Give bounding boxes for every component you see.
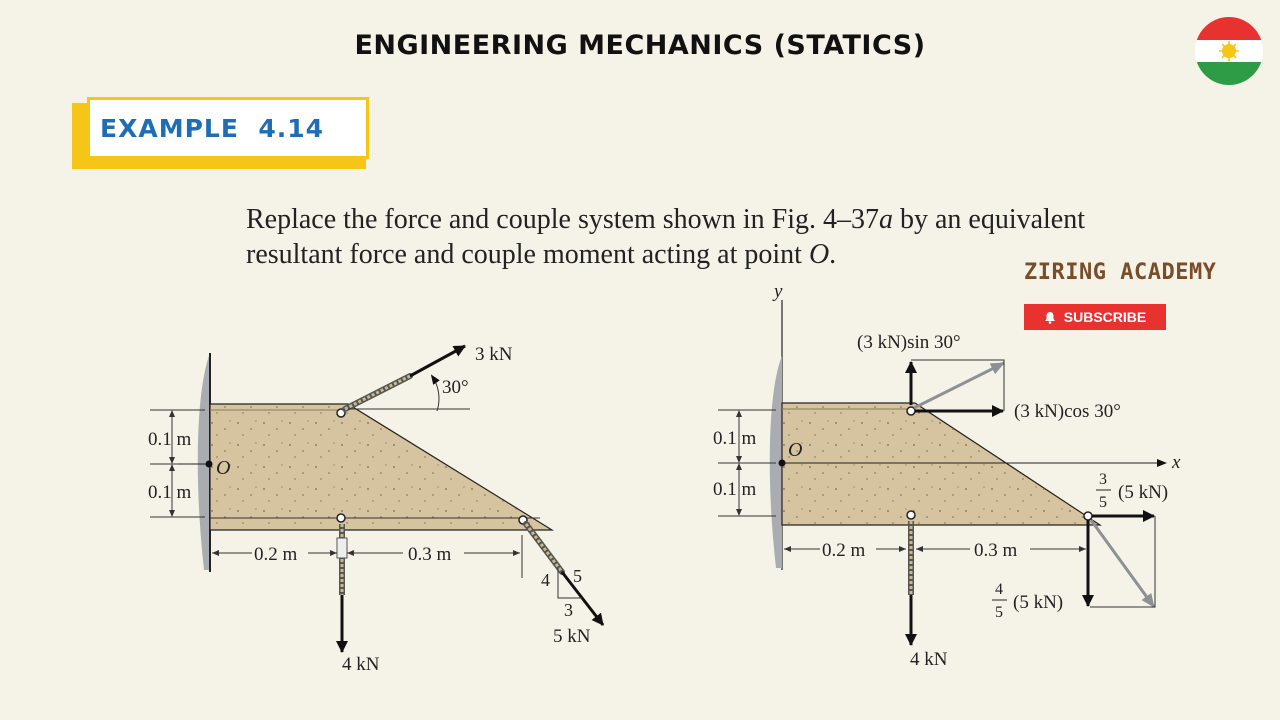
dim-x2-label-right: 0.3 m (974, 540, 1018, 561)
force-5kN-label: 5 kN (553, 626, 591, 647)
force-3kN-label: 3 kN (475, 344, 513, 365)
academy-name: ZIRING ACADEMY (1024, 260, 1217, 285)
dim-x1-label-right: 0.2 m (822, 540, 866, 561)
figure-right (713, 281, 1181, 670)
page-title: ENGINEERING MECHANICS (STATICS) (354, 30, 926, 61)
dim-upper-label-right: 0.1 m (713, 428, 757, 449)
dim-upper-label: 0.1 m (148, 429, 192, 450)
origin-label: O (216, 457, 231, 479)
frac-4-label: 4 (995, 581, 1003, 598)
problem-statement: Replace the force and couple system shown in Fig. 4–37a by an equivalent resultant force and couple moment acting at point O. (246, 204, 1086, 270)
angle-label: 30° (442, 377, 469, 398)
origin-label-right: O (788, 439, 803, 461)
comp-vertical-label: (3 kN)sin 30° (857, 332, 961, 353)
x-axis-label: x (1172, 452, 1181, 473)
y-axis-label: y (774, 281, 783, 302)
subscribe-label: SUBSCRIBE (1063, 309, 1147, 325)
dim-lower-label: 0.1 m (148, 482, 192, 503)
comp-horizontal-label: (3 kN)cos 30° (1014, 401, 1121, 422)
slope-4-label: 4 (541, 570, 550, 590)
example-label-text: EXAMPLE 4.14 (100, 114, 324, 143)
comp-5kN-x-label: (5 kN) (1118, 482, 1169, 503)
force-4kN-label: 4 kN (342, 654, 380, 675)
force-4kN-label-right: 4 kN (910, 649, 948, 670)
figure-left (148, 344, 603, 675)
dim-x2-label: 0.3 m (408, 544, 452, 565)
slope-3-label: 3 (564, 600, 573, 620)
comp-5kN-y-label: (5 kN) (1013, 592, 1064, 613)
dim-lower-label-right: 0.1 m (713, 479, 757, 500)
frac-5a-label: 5 (1099, 494, 1107, 511)
frac-5b-label: 5 (995, 604, 1003, 621)
slope-5-label: 5 (573, 566, 582, 586)
frac-3-label: 3 (1099, 471, 1107, 488)
dim-x1-label: 0.2 m (254, 544, 298, 565)
